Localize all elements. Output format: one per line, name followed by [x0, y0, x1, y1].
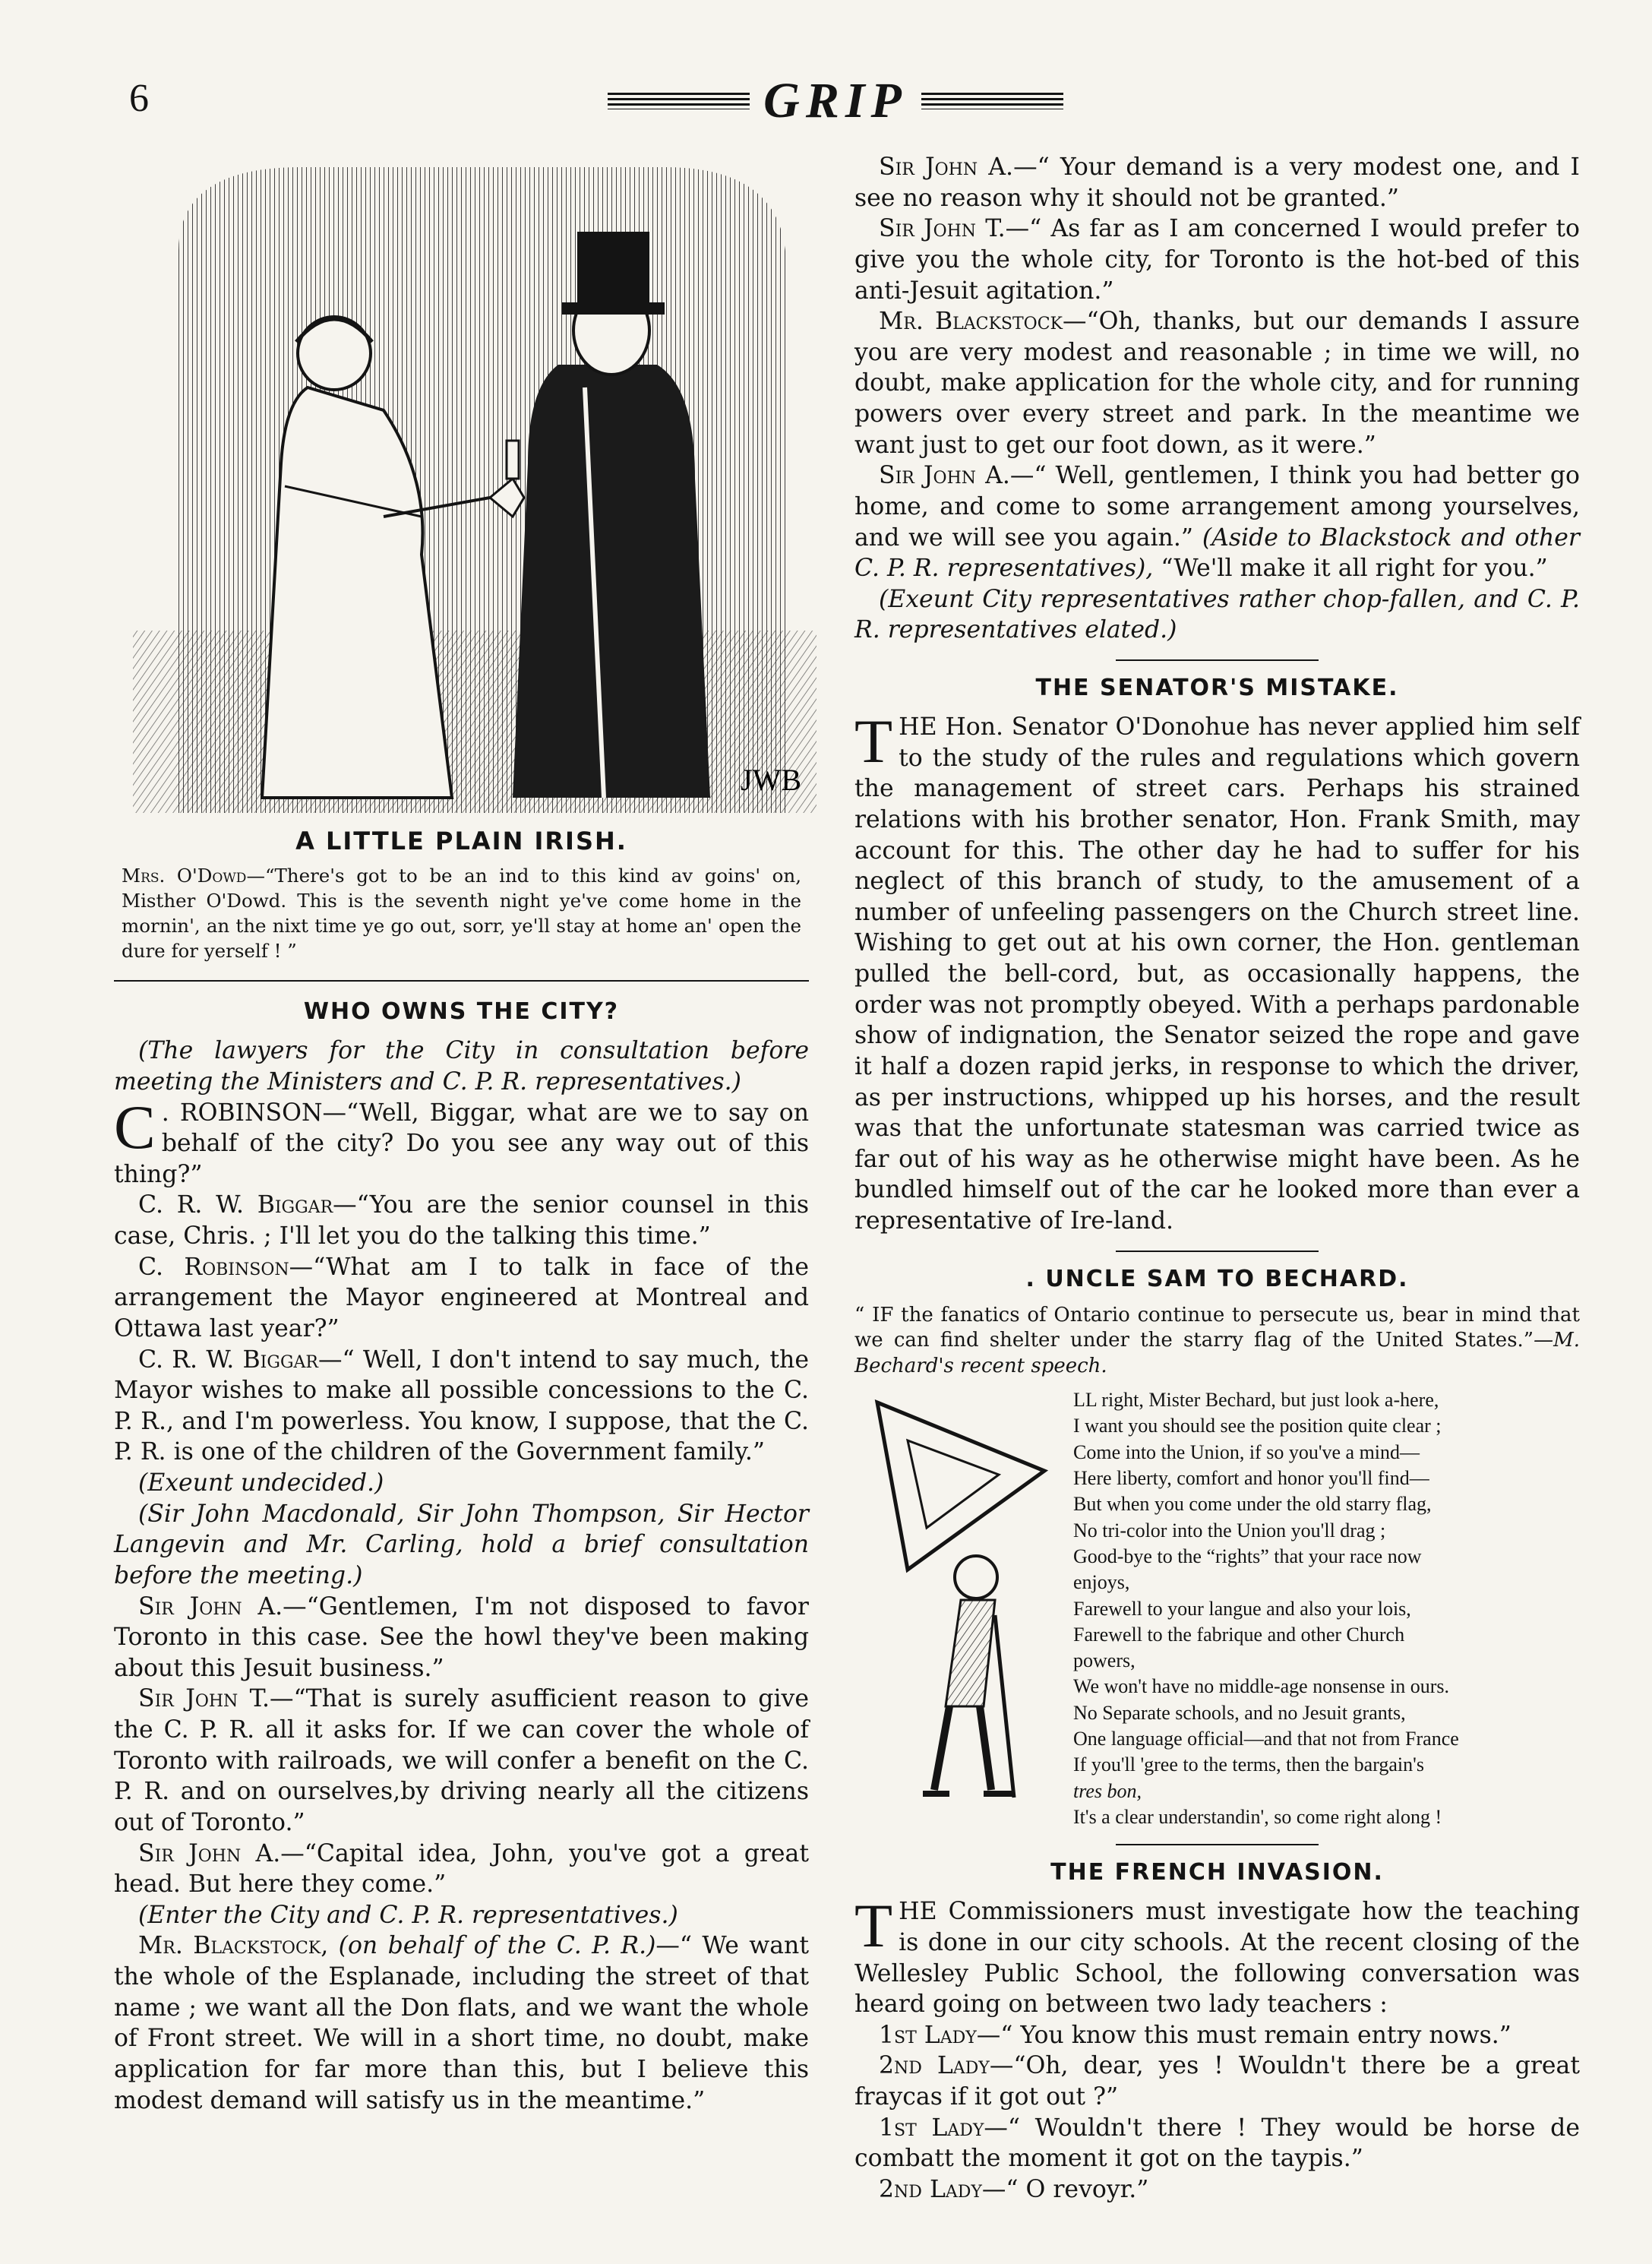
french-d2 — [854, 2051, 1580, 2112]
who-owns-p8 — [114, 1930, 809, 2116]
dropcap: T — [854, 707, 893, 776]
poem-line: Farewell to the fabrique and other Church — [1073, 1623, 1405, 1646]
french-d1 — [854, 2020, 1580, 2051]
uncle-sam-epigraph — [854, 1303, 1580, 1380]
poem-line: It's a clear understandin', so come right along ! — [1073, 1806, 1442, 1829]
who-owns-exeunt: (Exeunt undecided.) — [138, 1469, 384, 1497]
masthead-rule-left — [608, 93, 750, 109]
speech: —“ Well, I don't intend to say much, the Mayor wishes to make all possible concessions to the C. P. R., and I'm powerless. You know, I suppose, that the C. P. R. is one of the children of the Government family.” — [114, 1345, 809, 1466]
who-owns-p7 — [114, 1839, 809, 1900]
who-owns-title: WHO OWNS THE CITY? — [303, 998, 620, 1026]
right-column — [854, 152, 1580, 2206]
uncle-sam-poem-block — [854, 1387, 1580, 1830]
poem-line: tres bon, — [1073, 1779, 1142, 1802]
who-owns-intro: (The lawyers for the City in consultation before meeting the Ministers and C. P. R. representatives.) — [114, 1037, 809, 1096]
speech: —“Gentlemen, I'm not disposed to favor Toronto in this case. See the howl they've been making about this Jesuit business.” — [114, 1592, 809, 1682]
who-owns-stage2: (Sir John Macdonald, Sir John Thompson, Sir Hector Langevin and Mr. Carling, hold a brief consultation before the meeting.) — [114, 1500, 809, 1589]
masthead-rule-right — [921, 93, 1063, 109]
poem-line: enjoys, — [1073, 1571, 1130, 1594]
speaker: 2nd Lady — [879, 2052, 990, 2080]
speech: —“ Your demand is a very modest one, and I see no reason why it should not be granted.” — [854, 153, 1580, 212]
poem-line: No tri-color into the Union you'll drag ; — [1073, 1519, 1386, 1541]
who-owns-p4 — [114, 1345, 809, 1469]
who-owns-p5 — [114, 1592, 809, 1684]
poem-line: I want you should see the position quite clear ; — [1073, 1415, 1442, 1437]
cartoon-caption — [122, 863, 801, 963]
poem-line: Farewell to your langue and also your lois, — [1073, 1597, 1411, 1620]
speech: —“Oh, dear, yes ! Wouldn't there be a great fraycas if it got out ?” — [854, 2052, 1580, 2111]
section-divider — [114, 980, 809, 982]
speech-end: “We'll make it all right for you.” — [1161, 555, 1548, 583]
speaker: 1st Lady — [879, 2114, 984, 2142]
who-owns-r2 — [854, 213, 1580, 306]
cartoon-title: A LITTLE PLAIN IRISH. — [295, 827, 627, 855]
poem-line: LL right, Mister Bechard, but just look a-here, — [1073, 1389, 1439, 1412]
speaker: Sir John T. — [138, 1685, 270, 1713]
who-owns-stage3: (Enter the City and C. P. R. representatives.) — [138, 1901, 678, 1929]
cartoon-signature: JWB — [741, 763, 801, 797]
who-owns-r1 — [854, 152, 1580, 213]
speech: —“Oh, thanks, but our demands I assure you are very modest and reasonable ; in time we will, no doubt, make application for the whole city, and for running powers over every street and park. In the meantime we want just to get our foot down, as it were.” — [854, 308, 1580, 459]
who-owns-p2 — [114, 1190, 809, 1251]
who-owns-r4 — [854, 460, 1580, 584]
speaker: C. R. W. Biggar — [138, 1191, 333, 1219]
page-header — [84, 67, 1572, 135]
who-owns-p1-text: . ROBINSON—“Well, Biggar, what are we to say on behalf of the city? Do you see any way out of this thing?” — [114, 1099, 809, 1188]
section-divider — [1116, 659, 1319, 661]
page-number: 6 — [129, 77, 149, 120]
speech: —“What am I to talk in face of the arrangement the Mayor engineered at Montreal and Ottawa last year?” — [114, 1253, 809, 1342]
french-body — [854, 1891, 1580, 2020]
poem-line: But when you come under the old starry flag, — [1073, 1493, 1432, 1516]
senator-body — [854, 707, 1580, 1237]
poem-line: Come into the Union, if so you've a mind— — [1073, 1440, 1420, 1463]
poem-line: powers, — [1073, 1649, 1136, 1672]
section-divider — [1116, 1251, 1319, 1252]
speaker: C. Robinson — [138, 1253, 289, 1281]
cartoon-speech: —“There's got to be an ind to this kind av goins' on, Misther O'Dowd. This is the seventh night ye've come home in the mornin', an the nixt time ye go out, sorr, ye'll stay at home an' open the dure for yerself ! ” — [122, 865, 801, 963]
stage-direction: (Aside to Blackstock and other C. P. R. representatives), — [854, 523, 1580, 583]
cartoon-illustration — [133, 160, 817, 813]
poem-line: Good-bye to the “rights” that your race now — [1073, 1545, 1422, 1567]
epigraph-quote: “ IF the fanatics of Ontario continue to persecute us, bear in mind that we can find shelter under the starry flag of the United States.” — [854, 1303, 1580, 1352]
senator-text: HE Hon. Senator O'Donohue has never applied him self to the study of the rules and regulations which govern the management of street cars. Perhaps his strained relations with his brother senator, Hon. Frank Smith, may account for this. The other day he had to suffer for his neglect of this branch of study, to the amusement of a number of unfeeling passengers on the Church street line. Wishing to get out at his own corner, the Hon. gentleman pulled the bell-cord, but, as occasionally happens, the order was not promptly obeyed. With a perhaps pardonable show of indignation, the Senator seized the rope and gave it half a dozen rapid jerks, in response to which the driver, as per instructions, whipped up his horses, and the result was that the unfortunate statesman was carried twice as far out of his way as he otherwise might have been. As he bundled himself out of the car he looked more than ever a representative of Ire-land. — [854, 713, 1580, 1235]
uncle-sam-title: . UNCLE SAM TO BECHARD. — [1025, 1265, 1409, 1292]
section-divider — [1116, 1844, 1319, 1845]
poem-line: No Separate schools, and no Jesuit grants, — [1073, 1701, 1406, 1724]
speech: —“ Wouldn't there ! They would be horse de combatt the moment it got on the taypis.” — [854, 2114, 1580, 2173]
speaker: Sir John T. — [879, 215, 1006, 243]
epigraph-source: —M. Bechard's recent speech. — [854, 1329, 1580, 1378]
speaker: 1st Lady — [879, 2021, 977, 2049]
speaker: Sir John A. — [879, 153, 1014, 181]
speech: —“ O revoyr.” — [981, 2175, 1149, 2203]
speech: —“ As far as I am concerned I would prefer to give you the whole city, for Toronto is the hot-bed of this anti-Jesuit agitation.” — [854, 215, 1580, 305]
masthead — [608, 67, 1063, 135]
poem-line: Here liberty, comfort and honor you'll find— — [1073, 1466, 1429, 1489]
who-owns-p1 — [114, 1092, 809, 1190]
speaker: Sir John A. — [138, 1839, 281, 1867]
who-owns-r3 — [854, 306, 1580, 460]
uncle-sam-illustration — [862, 1387, 1060, 1813]
who-owns-p3 — [114, 1252, 809, 1345]
speaker: Mr. Blackstock, — [138, 1932, 329, 1960]
french-title: THE FRENCH INVASION. — [1050, 1859, 1384, 1886]
speech: —“Capital idea, John, you've got a great head. But here they come.” — [114, 1839, 809, 1899]
cartoon-speaker: Mrs. O'Dowd — [122, 865, 247, 887]
who-owns-p6 — [114, 1684, 809, 1838]
speaker: 2nd Lady — [879, 2175, 982, 2203]
left-column — [114, 152, 809, 2116]
speech: —“ We want the whole of the Esplanade, including the street of that name ; we want all the Don flats, and we want the whole of Front street. We will in a short time, no doubt, make application for far more than this, but I believe this modest demand will satisfy us in the meantime.” — [114, 1932, 809, 2114]
poem-line: One language official—and that not from France — [1073, 1728, 1459, 1750]
poem-line: If you'll 'gree to the terms, then the bargain's — [1073, 1753, 1424, 1776]
french-d4 — [854, 2174, 1580, 2206]
speech: —“That is surely asufficient reason to give the C. P. R. all it asks for. If we can cover the whole of Toronto with railroads, we will confer a benefit on the C. P. R. and on ourselves,by driving nearly all the citizens out of Toronto.” — [114, 1685, 809, 1836]
speaker: Sir John A. — [879, 462, 1010, 490]
who-owns-exeunt2: (Exeunt City representatives rather chop-fallen, and C. P. R. representatives elated.) — [854, 585, 1580, 644]
speech: —“ You know this must remain entry nows.” — [976, 2021, 1511, 2049]
speech: —“You are the senior counsel in this case, Chris. ; I'll let you do the talking this time.” — [114, 1191, 809, 1250]
french-text: HE Commissioners must investigate how the teaching is done in our city schools. At the recent closing of the Wellesley Public School, the following conversation was heard going on between two lady teachers : — [854, 1898, 1580, 2019]
poem-line: We won't have no middle-age nonsense in ours. — [1073, 1675, 1450, 1698]
stage-direction: (on behalf of the C. P. R.) — [338, 1932, 656, 1960]
speaker: Sir John A. — [138, 1592, 283, 1621]
speech: —“ Well, gentlemen, I think you had better go home, and come to some arrangement among yourselves, and we will see you again.” — [854, 462, 1580, 552]
senator-title: THE SENATOR'S MISTAKE. — [1035, 675, 1399, 701]
speaker: Mr. Blackstock — [879, 308, 1063, 336]
speaker: C. R. W. Biggar — [138, 1345, 318, 1374]
french-d3 — [854, 2113, 1580, 2174]
dropcap: T — [854, 1891, 893, 1961]
masthead-title: GRIP — [763, 73, 908, 128]
dropcap: C — [114, 1092, 156, 1162]
